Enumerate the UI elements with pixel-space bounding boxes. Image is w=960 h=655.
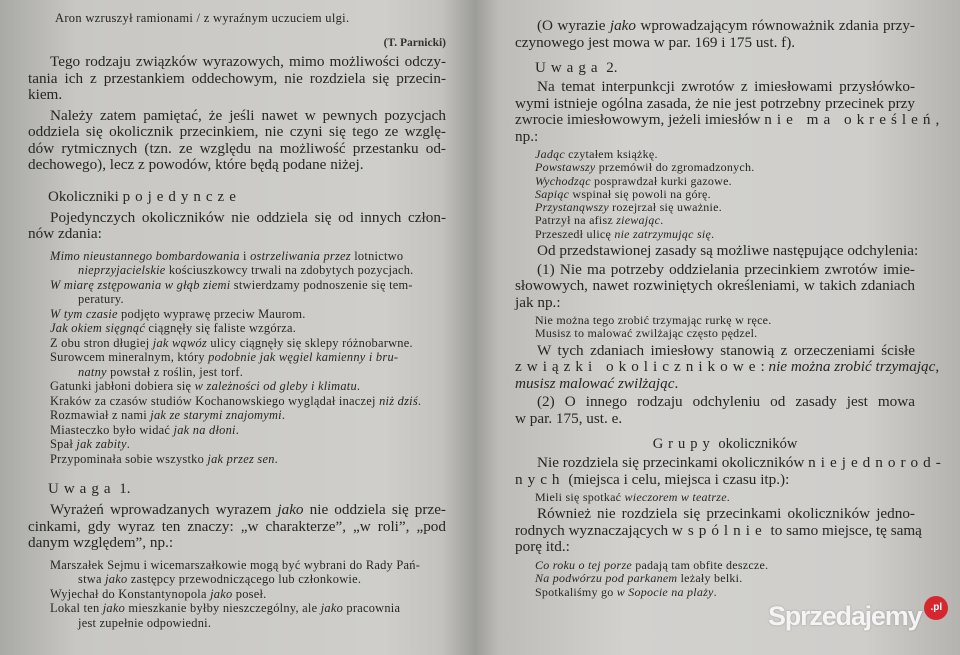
text-line xyxy=(515,343,915,360)
italic-text: Wychodząc xyxy=(535,173,591,188)
text-run: W tych zdaniach imiesłowy stanowią z orzeczeniami ścisłe xyxy=(537,341,915,359)
heading-block xyxy=(28,480,446,498)
text-run: (1) Nie ma potrzeby oddzielania przecinkiem zwrotów imie- xyxy=(537,260,915,278)
text-line xyxy=(535,188,915,201)
right-book-page xyxy=(515,16,946,599)
example-sentence xyxy=(50,321,446,336)
text-run: okoliczników xyxy=(714,436,798,453)
text-line xyxy=(535,201,915,214)
text-run: 2. xyxy=(602,60,618,76)
text-run: . xyxy=(726,490,731,505)
italic-text: jak ze starymi znajomymi xyxy=(150,408,282,422)
example-sentence xyxy=(535,491,915,504)
para-block xyxy=(28,54,446,104)
example-sentence xyxy=(50,307,446,322)
text-line xyxy=(535,214,915,227)
text-line xyxy=(515,411,915,428)
text-line xyxy=(535,435,915,453)
text-line xyxy=(50,336,446,351)
text-line xyxy=(50,587,446,602)
text-line xyxy=(535,228,915,241)
example-sentence xyxy=(50,423,446,438)
example-sentence xyxy=(535,228,915,241)
text-run: Kraków za czasów studiów Kochanowskiego wyglądał inaczej xyxy=(50,393,380,408)
text-run: jest zupełnie odpowiedni. xyxy=(78,615,212,630)
example-sentence xyxy=(535,161,915,174)
text-run: rodnych wyznaczających xyxy=(515,521,672,539)
text-run: Przeszedł ulicę xyxy=(535,226,615,241)
example-sentence xyxy=(535,214,915,227)
watermark xyxy=(768,600,948,632)
text-line xyxy=(28,502,446,519)
text-line xyxy=(515,539,915,556)
spaced-emphasis-text: nych xyxy=(515,470,565,488)
text-line xyxy=(515,358,940,376)
text-run: (2) O innego rodzaju odchyleniu od zasady jest mowa xyxy=(537,393,915,411)
text-run: Lokal ten xyxy=(50,601,103,615)
example-sentence xyxy=(535,201,915,214)
examples-block xyxy=(28,558,446,631)
example-sentence xyxy=(535,586,915,599)
text-line xyxy=(48,188,446,206)
text-line xyxy=(50,263,446,278)
text-run: i xyxy=(239,248,251,263)
example-sentence xyxy=(535,314,915,327)
text-run: (miejsca i celu, miejsca i czasu itp.): xyxy=(564,470,790,488)
text-line xyxy=(515,278,915,295)
text-line xyxy=(28,519,446,536)
text-line xyxy=(535,148,915,161)
italic-text: W miarę zstępowania w głąb ziemi xyxy=(50,277,231,292)
text-line xyxy=(50,394,446,409)
example-sentence xyxy=(50,278,446,307)
spaced-emphasis-text: pojedyncze xyxy=(122,188,241,205)
text-line xyxy=(535,586,915,599)
text-run: Rozmawiał z nami xyxy=(50,408,151,422)
example-sentence xyxy=(535,148,915,161)
text-line xyxy=(515,18,915,35)
text-run: , xyxy=(935,358,940,376)
spaced-emphasis-text: niejednorod- xyxy=(808,454,946,472)
text-run: cinkami, gdy wyraz ten znaczy: „w charakterze”, „w roli”, „pod xyxy=(28,517,446,535)
text-run: Nie rozdziela się przecinkami okoliczników xyxy=(537,454,809,472)
italic-text: Co roku o tej porze xyxy=(535,557,632,572)
text-line xyxy=(50,558,446,573)
italic-text: ostrzeliwania przez xyxy=(250,248,351,263)
text-line xyxy=(28,210,446,227)
text-run: jak np.: xyxy=(515,293,561,311)
text-run: Od przedstawionej zasady są możliwe następujące odchylenia: xyxy=(537,242,919,260)
para-block xyxy=(28,502,446,552)
text-run: stwa xyxy=(78,572,106,586)
text-run: zwrocie imiesłowowym, jeżeli imiesłów xyxy=(515,111,765,128)
italic-text: Powstawszy xyxy=(535,160,596,175)
italic-text: ziewając xyxy=(616,213,661,228)
text-run: nie oddziela się prze- xyxy=(303,501,446,518)
text-line xyxy=(535,327,915,340)
text-line xyxy=(515,262,915,279)
para-block xyxy=(515,394,915,427)
heading-block xyxy=(28,188,446,206)
text-run: . xyxy=(126,437,131,451)
text-line xyxy=(535,59,915,77)
example-sentence xyxy=(535,175,915,188)
text-run: . xyxy=(281,408,286,422)
italic-text: Jak okiem sięgnąć xyxy=(50,321,146,335)
para-block xyxy=(28,210,446,243)
text-line xyxy=(28,124,446,141)
example-sentence xyxy=(535,327,915,340)
text-line xyxy=(50,307,446,322)
italic-text: nie zatrzymując się xyxy=(614,226,712,241)
heading-center-block xyxy=(515,435,915,453)
text-run: peratury. xyxy=(78,292,124,306)
text-line xyxy=(535,559,915,572)
italic-text: jako xyxy=(609,17,637,34)
text-run: czynowego jest mowa w par. 169 i 175 ust. f). xyxy=(515,33,796,51)
text-run: Miasteczko było widać xyxy=(50,422,174,437)
text-line xyxy=(515,521,922,540)
text-run: tania ich z przestankiem oddechowym, nie rozdziela się przecin- xyxy=(28,69,446,87)
example-sentence xyxy=(50,437,446,452)
text-line xyxy=(515,454,946,472)
text-line xyxy=(50,379,446,394)
text-line xyxy=(50,278,446,293)
text-run: poseł. xyxy=(232,586,267,601)
examples-block xyxy=(515,559,915,599)
text-run: : xyxy=(760,358,769,376)
example-sentence xyxy=(50,558,446,587)
italic-text: podobnie jak węgiel kamienny i bru- xyxy=(208,350,399,364)
watermark-badge: .pl xyxy=(924,596,948,620)
text-run: lotnictwo xyxy=(350,248,404,263)
text-line xyxy=(28,87,446,104)
text-line xyxy=(515,96,915,113)
text-run: Gatunki jabłoni dobiera się xyxy=(50,379,195,393)
text-line xyxy=(28,71,446,88)
text-run: Również nie rozdziela się przecinkami okoliczników jedno- xyxy=(537,505,915,523)
text-line xyxy=(55,10,446,26)
example-sentence xyxy=(50,601,446,630)
text-line xyxy=(28,157,446,174)
text-run: pracownia xyxy=(343,601,401,615)
text-line xyxy=(535,314,915,327)
para-block xyxy=(515,18,915,51)
text-run: mieszkanie byłby nieszczególny, ale xyxy=(125,601,321,615)
text-run: Nie można tego zrobić trzymając rurkę w ręce. xyxy=(535,313,772,328)
text-run: , xyxy=(935,111,940,128)
text-run: (T. Parnicki) xyxy=(383,37,446,49)
example-sentence xyxy=(50,587,446,602)
text-run: wspinał się powoli na górę. xyxy=(569,186,711,201)
text-line xyxy=(50,365,446,380)
example-sentence xyxy=(50,379,446,394)
text-run: kościuszkowcy trwali na zdobytych pozycjach. xyxy=(165,263,414,277)
text-line xyxy=(515,35,915,52)
text-run: Wyrażeń wprowadzanych wyrazem xyxy=(50,501,278,518)
italic-text: wieczorem w teatrze xyxy=(624,490,727,505)
example-sentence xyxy=(50,394,446,409)
para-block xyxy=(515,505,922,556)
text-line xyxy=(50,408,446,423)
text-run: np.: xyxy=(515,127,539,145)
text-line xyxy=(535,175,915,188)
text-run: Spotkaliśmy go xyxy=(535,584,617,599)
text-run: Należy zatem pamiętać, że jeśli nawet w pewnych pozycjach xyxy=(50,106,446,124)
text-run: . xyxy=(356,379,361,393)
text-run: oddziela się okolicznik przecinkiem, nie czyni się tego ze wzglę- xyxy=(28,123,446,140)
text-run: wprowadzającym równoważnik zdania przy- xyxy=(636,17,915,34)
text-line xyxy=(535,161,915,174)
text-run: dechowego), lecz z powodów, które będą podane niżej. xyxy=(28,156,364,173)
text-run: porę itd.: xyxy=(515,538,570,556)
text-line xyxy=(515,242,919,260)
text-line xyxy=(50,616,446,631)
text-line xyxy=(50,423,446,438)
italic-text: nie można zrobić trzymając xyxy=(768,358,936,376)
text-line xyxy=(50,437,446,452)
para-block xyxy=(515,341,940,393)
text-line xyxy=(535,491,915,504)
text-run: Wyjechał do Konstantynopola xyxy=(50,586,211,601)
attribution-block xyxy=(28,36,446,50)
italic-text: jako xyxy=(277,501,304,518)
text-run: ulicy ciągnęły się sklepy różnobarwne. xyxy=(206,335,413,350)
spaced-emphasis-text: nie ma określeń xyxy=(764,111,936,128)
text-line xyxy=(515,472,915,489)
quote-block xyxy=(28,10,446,26)
text-run: ciągnęły się faliste wzgórza. xyxy=(145,321,297,335)
spaced-emphasis-text: związki okolicznikowe xyxy=(515,358,761,376)
text-line xyxy=(535,572,915,585)
spaced-emphasis-text: Grupy xyxy=(652,436,715,453)
text-run: słowowych, nawet rozwiniętych określeniami, w takich zdaniach xyxy=(515,277,915,295)
italic-text: jako xyxy=(102,601,126,615)
text-line xyxy=(28,226,446,243)
example-sentence xyxy=(50,408,446,423)
italic-text: w zależności od gleby i klimatu xyxy=(194,379,357,393)
italic-text: Przystanąwszy xyxy=(535,200,609,215)
italic-text: jako xyxy=(320,601,344,615)
text-run: Tego rodzaju związków wyrazowych, mimo możliwości odczy- xyxy=(50,53,446,70)
italic-text: jako xyxy=(105,572,128,586)
text-run: Okoliczniki xyxy=(48,188,123,205)
text-line xyxy=(50,249,446,264)
italic-text: W tym czasie xyxy=(50,306,118,321)
example-sentence xyxy=(535,572,915,585)
text-run: czytałem książkę. xyxy=(564,147,658,161)
text-run: Aron wzruszył ramionami / z wyraźnym uczuciem ulgi. xyxy=(55,11,350,25)
text-run: w par. 175, ust. e. xyxy=(515,409,623,427)
text-run: . xyxy=(660,213,664,228)
example-sentence xyxy=(50,249,446,278)
example-sentence xyxy=(535,559,915,572)
text-run: Przypominała sobie wszystko xyxy=(50,451,208,466)
text-run: Pojedynczych okoliczników nie oddziela się od innych człon- xyxy=(50,208,446,226)
italic-text: jak zabity xyxy=(76,437,127,451)
italic-text: nieprzyjacielskie xyxy=(78,263,166,277)
text-run: Surowcem mineralnym, który xyxy=(50,350,209,364)
left-book-page xyxy=(28,10,446,630)
text-line xyxy=(28,141,446,158)
text-run: stwierdzamy podnoszenie się tem- xyxy=(230,277,413,292)
example-sentence xyxy=(50,336,446,351)
para-block xyxy=(515,242,919,260)
text-line xyxy=(515,129,915,146)
text-line xyxy=(515,506,915,523)
text-run: (O wyrazie xyxy=(537,17,610,34)
text-line xyxy=(48,480,446,498)
text-run: Na temat interpunkcji zwrotów z imiesłowami przysłówko- xyxy=(537,78,915,95)
italic-text: Na podwórzu pod parkanem xyxy=(535,571,678,586)
italic-text: jak wąwóz xyxy=(152,335,207,350)
text-run: Marszałek Sejmu i wicemarszałkowie mogą być wybrani do Rady Pań- xyxy=(50,557,421,572)
text-run: Spał xyxy=(50,437,77,451)
watermark-logo: Sprzedajemy xyxy=(768,601,922,631)
spaced-emphasis-text: Uwaga xyxy=(535,60,603,76)
italic-text: jako xyxy=(210,586,233,601)
spaced-emphasis-text: Uwaga xyxy=(48,481,116,497)
text-line xyxy=(50,601,446,616)
text-run: Musisz to malować zwilżając często pędzel. xyxy=(535,326,758,341)
text-run: leżały belki. xyxy=(677,571,743,586)
para-block xyxy=(515,262,915,312)
text-line xyxy=(50,350,446,365)
text-run: Patrzył na afisz xyxy=(535,213,617,228)
text-line xyxy=(50,452,446,467)
italic-text: Mimo nieustannego bombardowania xyxy=(50,248,240,263)
text-line xyxy=(515,79,915,96)
examples-block xyxy=(515,148,915,241)
text-run: to samo miejsce, tę samą xyxy=(766,521,922,539)
example-sentence xyxy=(50,452,446,467)
italic-text: Jadąc xyxy=(535,147,565,161)
text-run: dów rytmicznych (tzn. ze względu na możliwość przestanku od- xyxy=(28,139,446,157)
italic-text: jak na dłoni xyxy=(173,422,236,437)
text-run: posprawdzał kurki gazowe. xyxy=(590,173,732,188)
text-run: nów zdania: xyxy=(28,225,102,242)
para-block xyxy=(515,454,946,488)
text-line xyxy=(28,54,446,71)
text-line xyxy=(28,36,446,50)
example-sentence xyxy=(535,188,915,201)
text-run: . xyxy=(417,393,422,408)
text-run: padają tam obfite deszcze. xyxy=(631,557,769,572)
italic-text: natny xyxy=(78,364,107,379)
text-run: 1. xyxy=(115,481,131,497)
text-run: Z obu stron długiej xyxy=(50,335,153,350)
text-line xyxy=(515,111,940,129)
text-line xyxy=(50,321,446,336)
para-block xyxy=(515,78,940,145)
text-run: powstał z roślin, jest torf. xyxy=(106,364,244,379)
text-line xyxy=(515,394,915,411)
text-line xyxy=(28,535,446,552)
text-run: . xyxy=(274,451,279,466)
text-line xyxy=(515,376,915,393)
italic-text: w Sopocie na plaży xyxy=(616,584,714,599)
text-run: Mieli się spotkać xyxy=(535,490,625,505)
heading-block xyxy=(515,59,915,77)
para-block xyxy=(28,108,446,174)
italic-text: niż dziś xyxy=(379,393,418,408)
text-line xyxy=(515,295,915,312)
examples-block xyxy=(515,314,915,341)
text-run: . xyxy=(674,374,679,392)
text-line xyxy=(50,572,446,587)
text-run: . xyxy=(713,584,717,599)
italic-text: Sapiąc xyxy=(535,186,570,201)
text-line xyxy=(50,292,446,307)
text-run: danym względem”, np.: xyxy=(28,534,174,551)
text-run: . xyxy=(235,422,240,437)
examples-block xyxy=(515,491,915,504)
text-run: zastępcy przewodniczącego lub członkowie. xyxy=(127,572,362,586)
text-line xyxy=(28,108,446,125)
text-run: rozejrzał się uważnie. xyxy=(608,200,722,215)
examples-block xyxy=(28,249,446,467)
text-run: podjęto wyprawę przeciw Maurom. xyxy=(117,306,306,321)
text-run: kiem. xyxy=(28,86,63,103)
text-run: . xyxy=(711,226,715,241)
text-run: wymi istnieje ogólna zasada, że nie jest potrzebny przecinek przy xyxy=(515,94,915,112)
spaced-emphasis-text: wspólnie xyxy=(671,521,767,539)
text-run: przemówił do zgromadzonych. xyxy=(595,160,755,175)
example-sentence xyxy=(50,350,446,379)
italic-text: musisz malować zwilżając xyxy=(515,374,675,392)
italic-text: jak przez sen xyxy=(207,451,275,466)
